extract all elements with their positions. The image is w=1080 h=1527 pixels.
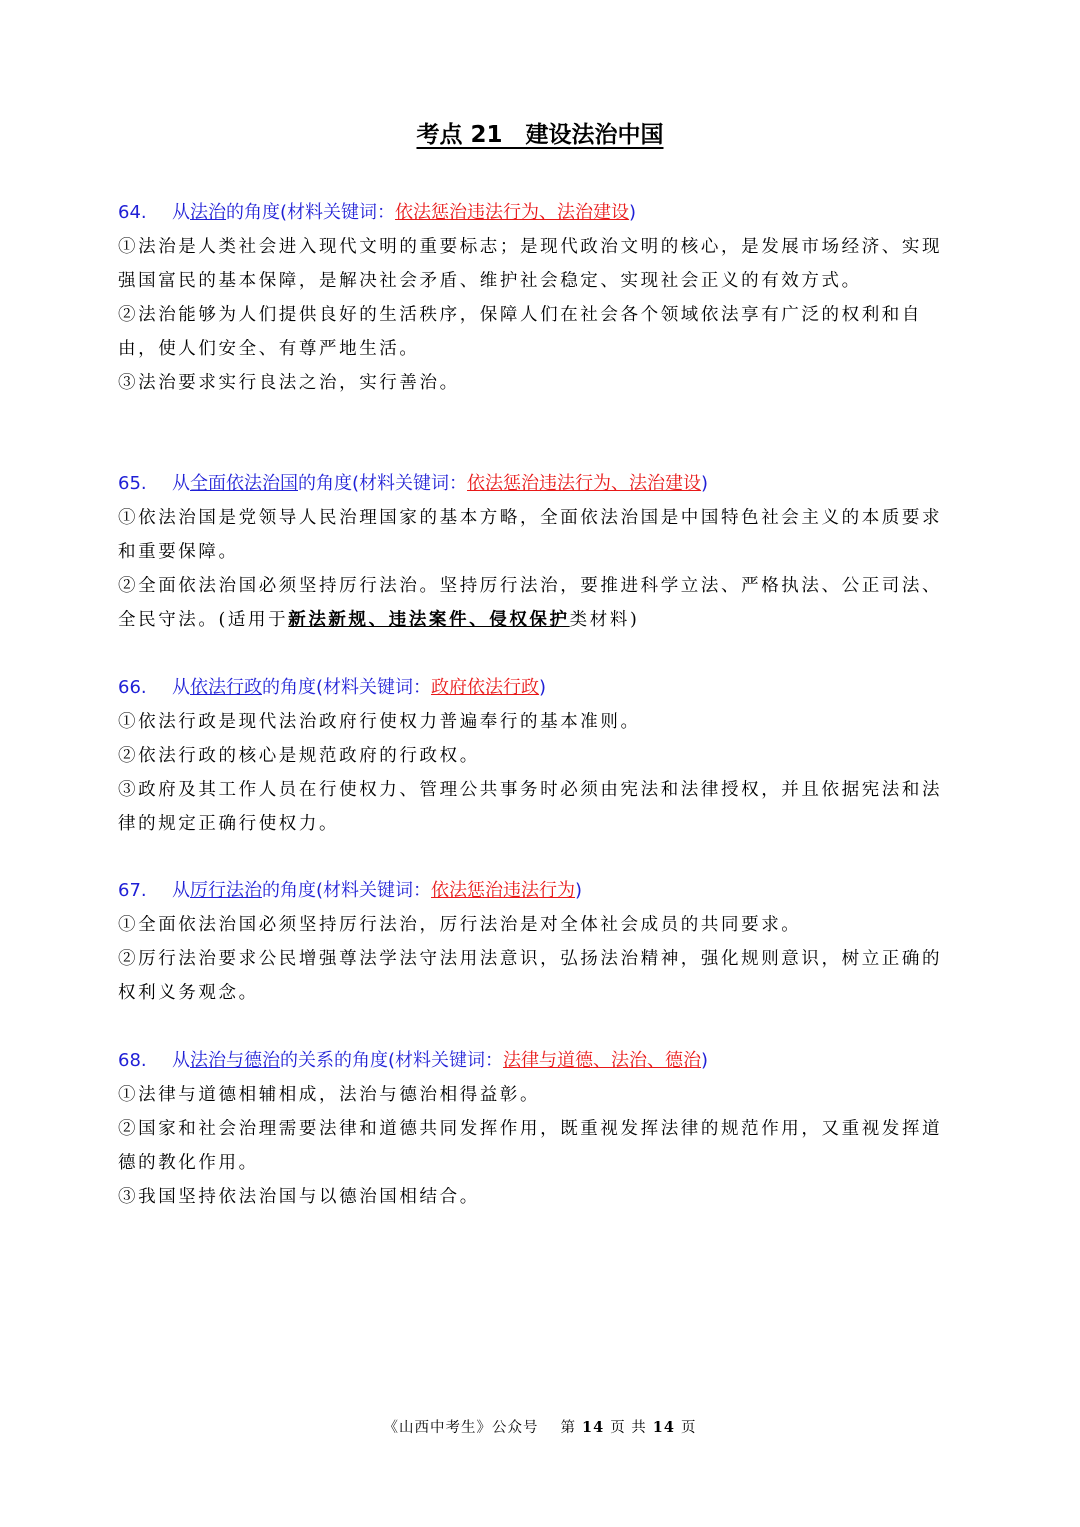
header-prefix: 从 <box>172 202 190 223</box>
header-suffix: ) <box>701 473 709 494</box>
section-keywords: 依法惩治违法行为、法治建设 <box>395 202 630 223</box>
section-64 <box>118 196 960 400</box>
header-middle: 的关系的角度(材料关键词： <box>280 1050 504 1071</box>
header-middle: 的角度(材料关键词： <box>262 880 432 901</box>
footer-page-total: 14 <box>652 1419 675 1436</box>
paragraph-text: ②全面依法治国必须坚持厉行法治。坚持厉行法治，要推进科学立法、严格执法、公正司法、全民守法。(适用于 <box>118 576 943 630</box>
paragraph-text: 类材料) <box>569 610 640 630</box>
section-66 <box>118 671 960 841</box>
paragraph: ①依法行政是现代法治政府行使权力普遍奉行的基本准则。 <box>118 712 641 732</box>
paragraph: ①全面依法治国必须坚持厉行法治，厉行法治是对全体社会成员的共同要求。 <box>118 915 802 935</box>
page-title: 考点 21 建设法治中国 <box>416 122 664 148</box>
header-prefix: 从 <box>172 473 190 494</box>
paragraph: ③法治要求实行良法之治，实行善治。 <box>118 373 460 393</box>
header-prefix: 从 <box>172 880 190 901</box>
footer-page-current: 14 <box>582 1419 605 1436</box>
section-header <box>118 1044 960 1078</box>
section-number: 65. <box>118 473 147 494</box>
footer-page-suffix: 页 <box>680 1420 697 1436</box>
footer-source: 《山西中考生》公众号 <box>383 1420 539 1436</box>
section-header <box>118 671 960 705</box>
section-keywords: 依法惩治违法行为、法治建设 <box>467 473 702 494</box>
section-number: 67. <box>118 880 147 901</box>
paragraph: ②法治能够为人们提供良好的生活秩序，保障人们在社会各个领域依法享有广泛的权利和自由，使人们安全、有尊严地生活。 <box>118 305 922 359</box>
section-68 <box>118 1044 960 1214</box>
header-middle: 的角度(材料关键词： <box>226 202 396 223</box>
section-number: 64. <box>118 202 147 223</box>
section-65 <box>118 467 960 637</box>
paragraph: ③政府及其工作人员在行使权力、管理公共事务时必须由宪法和法律授权，并且依据宪法和法律的规定正确行使权力。 <box>118 780 943 834</box>
header-suffix: ) <box>575 880 583 901</box>
paragraph: ①依法治国是党领导人民治理国家的基本方略，全面依法治国是中国特色社会主义的本质要求和重要保障。 <box>118 508 943 562</box>
page-footer <box>0 1416 1080 1437</box>
header-suffix: ) <box>539 677 547 698</box>
header-prefix: 从 <box>172 1050 190 1071</box>
header-suffix: ) <box>629 202 637 223</box>
section-header <box>118 196 960 230</box>
header-middle: 的角度(材料关键词： <box>298 473 468 494</box>
header-prefix: 从 <box>172 677 190 698</box>
section-topic: 全面依法治国 <box>190 473 298 494</box>
section-topic: 依法行政 <box>190 677 262 698</box>
section-keywords: 依法惩治违法行为 <box>431 880 576 901</box>
header-middle: 的角度(材料关键词： <box>262 677 432 698</box>
footer-page-mid: 页 共 <box>610 1420 647 1436</box>
paragraph: ①法治是人类社会进入现代文明的重要标志；是现代政治文明的核心，是发展市场经济、实现强国富民的基本保障，是解决社会矛盾、维护社会稳定、实现社会正义的有效方式。 <box>118 237 943 291</box>
paragraph: ③我国坚持依法治国与以德治国相结合。 <box>118 1187 480 1207</box>
paragraph: ②厉行法治要求公民增强尊法学法守法用法意识，弘扬法治精神，强化规则意识，树立正确的权利义务观念。 <box>118 949 943 1003</box>
header-suffix: ) <box>701 1050 709 1071</box>
section-keywords: 法律与道德、法治、德治 <box>503 1050 702 1071</box>
section-number: 68. <box>118 1050 147 1071</box>
section-keywords: 政府依法行政 <box>431 677 540 698</box>
paragraph-special <box>118 569 960 637</box>
section-67 <box>118 874 960 1010</box>
footer-page-prefix: 第 <box>560 1420 576 1436</box>
paragraph: ②国家和社会治理需要法律和道德共同发挥作用，既重视发挥法律的规范作用，又重视发挥道德的教化作用。 <box>118 1119 943 1173</box>
paragraph: ①法律与道德相辅相成，法治与德治相得益彰。 <box>118 1085 541 1105</box>
section-header <box>118 874 960 908</box>
section-number: 66. <box>118 677 147 698</box>
section-header <box>118 467 960 501</box>
section-topic: 厉行法治 <box>190 880 262 901</box>
section-topic: 法治与德治 <box>190 1050 280 1071</box>
paragraph: ②依法行政的核心是规范政府的行政权。 <box>118 746 480 766</box>
section-topic: 法治 <box>190 202 226 223</box>
emphasis-text: 新法新规、违法案件、侵权保护 <box>288 610 570 630</box>
